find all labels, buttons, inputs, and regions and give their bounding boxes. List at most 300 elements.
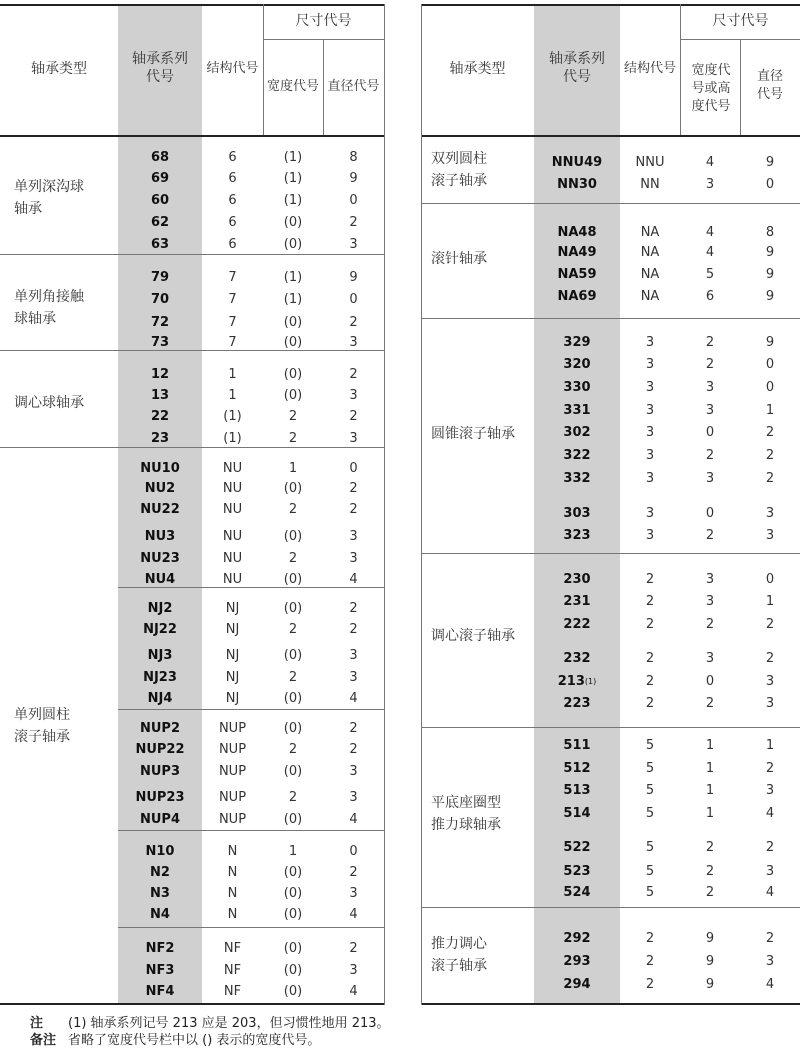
series-code-cell: 13 <box>150 387 170 403</box>
series-code-cell: 72 <box>150 314 170 330</box>
width-code-cell: (0) <box>283 528 303 544</box>
diameter-code-cell: 4 <box>765 976 775 992</box>
structure-code-cell: NUP <box>218 811 247 827</box>
diameter-code-cell: 3 <box>349 669 358 685</box>
structure-code-cell: 5 <box>645 805 655 821</box>
left-table <box>0 4 384 1005</box>
structure-code-cell: NA <box>640 224 660 240</box>
series-code-cell: 522 <box>563 839 591 855</box>
series-code-cell: 303 <box>563 505 591 521</box>
note-text: 省略了宽度代号栏中以 () 表示的宽度代号。 <box>68 1033 321 1048</box>
structure-code-cell: NF <box>223 940 242 956</box>
diameter-code-cell: 4 <box>349 571 358 587</box>
width-code-cell: 2 <box>705 616 715 632</box>
width-code-cell: (0) <box>283 983 303 999</box>
series-code-cell: 292 <box>563 930 591 946</box>
group-label: 双列圆柱滚子轴承 <box>431 151 487 189</box>
diameter-code-cell: 3 <box>349 647 358 663</box>
series-code-cell: NUP23 <box>135 789 185 805</box>
diameter-code-cell: 8 <box>765 224 775 240</box>
top-rule <box>421 4 800 6</box>
width-code-cell: 9 <box>705 930 715 946</box>
structure-code-cell: NJ <box>225 621 240 637</box>
width-code-cell: (0) <box>283 236 303 252</box>
width-code-cell: 1 <box>705 782 715 798</box>
width-code-cell: (1) <box>283 149 303 165</box>
diameter-code-cell: 3 <box>349 763 358 779</box>
width-code-cell: 2 <box>705 447 715 463</box>
structure-code-cell: 7 <box>228 314 237 330</box>
diameter-code-cell: 0 <box>349 192 358 208</box>
diameter-code-cell: 0 <box>349 843 358 859</box>
series-code-cell: NU3 <box>144 528 176 544</box>
structure-code-cell: NA <box>640 288 660 304</box>
series-code-cell: N4 <box>150 906 170 922</box>
series-code-cell: 330 <box>563 379 591 395</box>
diameter-code-cell: 2 <box>349 314 358 330</box>
width-code-cell: 1 <box>705 737 715 753</box>
diameter-code-cell: 2 <box>349 741 358 757</box>
series-code-cell: 320 <box>563 356 591 372</box>
width-code-cell: 9 <box>705 953 715 969</box>
series-code-cell: 332 <box>563 470 591 486</box>
diameter-code-cell: 0 <box>765 176 775 192</box>
width-code-cell: 0 <box>705 673 715 689</box>
structure-code-cell: 5 <box>645 760 655 776</box>
width-code-cell: (0) <box>283 940 303 956</box>
structure-code-cell: 3 <box>645 356 655 372</box>
series-code-cell: 322 <box>563 447 591 463</box>
header-bearing-type: 轴承类型 <box>31 61 87 77</box>
series-code-cell: 60 <box>150 192 170 208</box>
diameter-code-cell: 2 <box>349 480 358 496</box>
subgroup-divider <box>118 830 384 831</box>
diameter-code-cell: 3 <box>349 789 358 805</box>
diameter-code-cell: 2 <box>765 616 775 632</box>
structure-code-cell: 6 <box>228 192 237 208</box>
series-code-cell: 223 <box>563 695 591 711</box>
width-code-cell: 1 <box>705 760 715 776</box>
series-code-cell: 213 (1) <box>557 673 597 689</box>
series-code-cell: 294 <box>563 976 591 992</box>
width-code-cell: (1) <box>283 291 303 307</box>
width-code-cell: 4 <box>705 224 715 240</box>
series-code-cell: 511 <box>563 737 591 753</box>
header-series-code: 轴承系列代号 <box>549 51 605 85</box>
series-code-cell: 12 <box>150 366 170 382</box>
width-code-cell: 2 <box>288 741 298 757</box>
series-code-cell: 23 <box>150 430 170 446</box>
width-code-cell: 0 <box>705 424 715 440</box>
structure-code-cell: 3 <box>645 505 655 521</box>
group-label: 调心滚子轴承 <box>431 628 515 644</box>
series-code-cell: 69 <box>150 170 170 186</box>
structure-code-cell: NUP <box>218 789 247 805</box>
diameter-code-cell: 1 <box>765 593 775 609</box>
structure-code-cell: 5 <box>645 884 655 900</box>
width-code-cell: 9 <box>705 976 715 992</box>
structure-code-cell: 1 <box>228 387 237 403</box>
width-code-cell: 2 <box>705 356 715 372</box>
series-code-cell: 514 <box>563 805 591 821</box>
width-code-cell: (0) <box>283 387 303 403</box>
diameter-code-cell: 3 <box>349 885 358 901</box>
structure-code-cell: N <box>227 843 238 859</box>
diameter-code-cell: 9 <box>765 288 775 304</box>
bottom-rule <box>0 1003 384 1005</box>
structure-code-cell: NU <box>222 528 243 544</box>
series-code-cell: 73 <box>150 334 170 350</box>
table-edge <box>421 4 422 1005</box>
diameter-code-cell: 3 <box>765 782 775 798</box>
diameter-code-cell: 4 <box>349 690 358 706</box>
diameter-code-cell: 3 <box>349 430 358 446</box>
diameter-code-cell: 3 <box>349 236 358 252</box>
width-code-cell: 2 <box>705 863 715 879</box>
width-code-cell: 4 <box>705 154 715 170</box>
structure-code-cell: 5 <box>645 863 655 879</box>
structure-code-cell: NUP <box>218 720 247 736</box>
diameter-code-cell: 3 <box>765 505 775 521</box>
header-bearing-type: 轴承类型 <box>449 61 506 77</box>
series-code-cell: NNU49 <box>551 154 603 170</box>
series-code-cell: 231 <box>563 593 591 609</box>
series-code-cell: 70 <box>150 291 170 307</box>
structure-code-cell: (1) <box>223 408 242 424</box>
series-code-cell: NJ22 <box>143 621 177 637</box>
structure-code-cell: NUP <box>218 741 247 757</box>
diameter-code-cell: 9 <box>765 266 775 282</box>
width-code-cell: 2 <box>705 884 715 900</box>
diameter-code-cell: 2 <box>765 424 775 440</box>
width-code-cell: (0) <box>283 690 303 706</box>
series-code-cell: NUP4 <box>139 811 180 827</box>
series-code-cell: 63 <box>150 236 170 252</box>
header-structure-code: 结构代号 <box>206 61 259 76</box>
width-code-cell: 3 <box>705 571 715 587</box>
structure-code-cell: NJ <box>225 669 240 685</box>
width-code-cell: (0) <box>283 480 303 496</box>
series-code-cell: NU22 <box>140 501 180 517</box>
width-code-cell: 3 <box>705 650 715 666</box>
structure-code-cell: 3 <box>645 447 655 463</box>
width-code-cell: (0) <box>283 647 303 663</box>
group-divider <box>421 553 800 554</box>
series-code-cell: 513 <box>563 782 591 798</box>
header-structure-code: 结构代号 <box>623 61 676 76</box>
diameter-code-cell: 0 <box>765 571 775 587</box>
header-diameter-code: 直径代号 <box>756 69 783 102</box>
diameter-code-cell: 4 <box>765 805 775 821</box>
series-code-cell: NF3 <box>145 962 175 978</box>
structure-code-cell: 2 <box>645 930 655 946</box>
series-code-cell: NUP2 <box>139 720 180 736</box>
structure-code-cell: NJ <box>225 600 240 616</box>
diameter-code-cell: 3 <box>765 953 775 969</box>
width-code-cell: 3 <box>705 379 715 395</box>
structure-code-cell: 3 <box>645 334 655 350</box>
diameter-code-cell: 2 <box>349 501 358 517</box>
diameter-code-cell: 2 <box>765 650 775 666</box>
structure-code-cell: NUP <box>218 763 247 779</box>
series-code-cell: 323 <box>563 527 591 543</box>
structure-code-cell: 2 <box>645 571 655 587</box>
header-width-code: 宽度代号 <box>266 79 319 94</box>
width-code-cell: (0) <box>283 811 303 827</box>
width-code-cell: (1) <box>283 192 303 208</box>
width-code-cell: 2 <box>705 839 715 855</box>
diameter-code-cell: 2 <box>349 600 358 616</box>
group-label: 单列圆柱滚子轴承 <box>14 707 70 745</box>
series-code-cell: 512 <box>563 760 591 776</box>
structure-code-cell: NA <box>640 266 660 282</box>
group-label: 滚针轴承 <box>431 251 487 267</box>
series-code-cell: NF4 <box>145 983 175 999</box>
structure-code-cell: 3 <box>645 424 655 440</box>
structure-code-cell: 6 <box>228 236 237 252</box>
width-code-cell: (0) <box>283 214 303 230</box>
diameter-code-cell: 3 <box>349 334 358 350</box>
group-divider <box>0 254 384 255</box>
width-code-cell: 1 <box>288 460 298 476</box>
series-code-cell: NN30 <box>557 176 597 192</box>
structure-code-cell: N <box>227 906 238 922</box>
diameter-code-cell: 4 <box>349 811 358 827</box>
col-divider <box>740 39 741 135</box>
width-code-cell: 4 <box>705 244 715 260</box>
group-label: 单列深沟球轴承 <box>14 179 84 217</box>
width-code-cell: 3 <box>705 470 715 486</box>
structure-code-cell: 2 <box>645 593 655 609</box>
series-code-cell: 523 <box>563 863 591 879</box>
width-code-cell: (0) <box>283 334 303 350</box>
header-dimension-code: 尺寸代号 <box>295 13 352 29</box>
series-code-cell: N3 <box>150 885 170 901</box>
header-rule <box>0 135 384 137</box>
series-code-cell: 222 <box>563 616 591 632</box>
series-code-cell: NU2 <box>144 480 176 496</box>
series-code-cell: NJ3 <box>147 647 173 663</box>
series-code-cell: N10 <box>145 843 175 859</box>
diameter-code-cell: 0 <box>349 460 358 476</box>
width-code-cell: 2 <box>288 789 298 805</box>
structure-code-cell: NF <box>223 962 242 978</box>
diameter-code-cell: 2 <box>765 470 775 486</box>
diameter-code-cell: 4 <box>349 983 358 999</box>
width-code-cell: (0) <box>283 763 303 779</box>
group-label: 单列角接触球轴承 <box>14 289 84 327</box>
structure-code-cell: 6 <box>228 214 237 230</box>
series-code-cell: 232 <box>563 650 591 666</box>
group-divider <box>421 203 800 204</box>
structure-code-cell: 7 <box>228 334 237 350</box>
group-divider <box>421 318 800 319</box>
series-code-cell: NU4 <box>144 571 176 587</box>
diameter-code-cell: 3 <box>765 527 775 543</box>
structure-code-cell: 6 <box>228 170 237 186</box>
width-code-cell: 2 <box>288 501 298 517</box>
series-code-cell: 79 <box>150 269 170 285</box>
structure-code-cell: 5 <box>645 839 655 855</box>
diameter-code-cell: 3 <box>349 528 358 544</box>
note-line <box>30 1032 390 1049</box>
diameter-code-cell: 2 <box>765 760 775 776</box>
note-label: 注 <box>30 1016 44 1031</box>
series-code-cell: NUP22 <box>135 741 185 757</box>
width-code-cell: 3 <box>705 176 715 192</box>
series-code-cell: 22 <box>150 408 170 424</box>
structure-code-cell: 2 <box>645 953 655 969</box>
structure-code-cell: NN <box>640 176 660 192</box>
series-code-cell: NJ4 <box>147 690 173 706</box>
group-label: 推力调心滚子轴承 <box>431 936 487 974</box>
group-label: 圆锥滚子轴承 <box>431 426 515 442</box>
notes <box>30 1015 390 1049</box>
diameter-code-cell: 2 <box>349 621 358 637</box>
series-code-cell: 524 <box>563 884 591 900</box>
structure-code-cell: N <box>227 864 238 880</box>
width-code-cell: 5 <box>705 266 715 282</box>
series-code-cell: NU10 <box>140 460 180 476</box>
width-code-cell: 2 <box>288 430 298 446</box>
width-code-cell: (0) <box>283 314 303 330</box>
diameter-code-cell: 3 <box>349 550 358 566</box>
width-code-cell: 2 <box>288 621 298 637</box>
structure-code-cell: 3 <box>645 527 655 543</box>
structure-code-cell: 2 <box>645 976 655 992</box>
diameter-code-cell: 9 <box>765 244 775 260</box>
bottom-rule <box>421 1003 800 1005</box>
group-label: 平底座圈型推力球轴承 <box>431 795 501 833</box>
structure-code-cell: NF <box>223 983 242 999</box>
subgroup-divider <box>118 709 384 710</box>
structure-code-cell: 2 <box>645 695 655 711</box>
note-line <box>30 1015 390 1032</box>
series-code-cell: NJ23 <box>143 669 177 685</box>
width-code-cell: 2 <box>288 550 298 566</box>
width-code-cell: 3 <box>705 402 715 418</box>
diameter-code-cell: 1 <box>765 402 775 418</box>
diameter-code-cell: 2 <box>349 720 358 736</box>
structure-code-cell: 5 <box>645 782 655 798</box>
diameter-code-cell: 2 <box>765 839 775 855</box>
width-code-cell: (0) <box>283 600 303 616</box>
structure-code-cell: NA <box>640 244 660 260</box>
group-divider <box>421 727 800 728</box>
series-code-cell: NA59 <box>557 266 597 282</box>
diameter-code-cell: 3 <box>765 863 775 879</box>
header-width-height-code: 宽度代号或高度代号 <box>691 63 731 114</box>
structure-code-cell: NNU <box>635 154 665 170</box>
diameter-code-cell: 9 <box>765 154 775 170</box>
diameter-code-cell: 3 <box>765 695 775 711</box>
width-code-cell: 1 <box>288 843 298 859</box>
series-code-cell: 331 <box>563 402 591 418</box>
width-code-cell: (0) <box>283 366 303 382</box>
width-code-cell: 2 <box>705 334 715 350</box>
width-code-cell: 2 <box>288 669 298 685</box>
diameter-code-cell: 0 <box>349 291 358 307</box>
width-code-cell: 2 <box>705 527 715 543</box>
width-code-cell: 6 <box>705 288 715 304</box>
group-label: 调心球轴承 <box>14 395 84 411</box>
structure-code-cell: NJ <box>225 690 240 706</box>
diameter-code-cell: 9 <box>349 269 358 285</box>
diameter-code-cell: 3 <box>765 673 775 689</box>
structure-code-cell: 3 <box>645 470 655 486</box>
diameter-code-cell: 2 <box>765 930 775 946</box>
diameter-code-cell: 1 <box>765 737 775 753</box>
structure-code-cell: NU <box>222 460 243 476</box>
header-series-code: 轴承系列代号 <box>132 51 188 85</box>
structure-code-cell: 3 <box>645 402 655 418</box>
subgroup-divider <box>118 927 384 928</box>
series-code-cell: NA49 <box>557 244 597 260</box>
note-label: 备注 <box>30 1033 57 1048</box>
series-code-cell: NUP3 <box>139 763 180 779</box>
structure-code-cell: 2 <box>645 616 655 632</box>
width-code-cell: (0) <box>283 962 303 978</box>
diameter-code-cell: 2 <box>349 864 358 880</box>
table-edge <box>384 4 385 1005</box>
diameter-code-cell: 3 <box>349 387 358 403</box>
group-divider <box>421 907 800 908</box>
series-code-cell: 329 <box>563 334 591 350</box>
structure-code-cell: (1) <box>223 430 242 446</box>
series-code-cell: NJ2 <box>147 600 173 616</box>
series-code-cell: N2 <box>150 864 170 880</box>
right-table <box>421 4 800 1005</box>
width-code-cell: (0) <box>283 906 303 922</box>
width-code-cell: 2 <box>705 695 715 711</box>
note-text: (1) 轴承系列记号 213 应是 203，但习惯性地用 213。 <box>68 1016 390 1031</box>
structure-code-cell: 2 <box>645 650 655 666</box>
diameter-code-cell: 0 <box>765 379 775 395</box>
structure-code-cell: NU <box>222 480 243 496</box>
diameter-code-cell: 8 <box>349 149 358 165</box>
width-code-cell: (1) <box>283 269 303 285</box>
diameter-code-cell: 9 <box>349 170 358 186</box>
structure-code-cell: 7 <box>228 269 237 285</box>
series-code-cell: 230 <box>563 571 591 587</box>
structure-code-cell: NU <box>222 571 243 587</box>
series-code-cell: NF2 <box>145 940 175 956</box>
width-code-cell: (1) <box>283 170 303 186</box>
diameter-code-cell: 2 <box>349 940 358 956</box>
structure-code-cell: NJ <box>225 647 240 663</box>
width-code-cell: 3 <box>705 593 715 609</box>
diameter-code-cell: 2 <box>349 366 358 382</box>
diameter-code-cell: 4 <box>349 906 358 922</box>
diameter-code-cell: 2 <box>349 214 358 230</box>
width-code-cell: (0) <box>283 571 303 587</box>
width-code-cell: (0) <box>283 864 303 880</box>
diameter-code-cell: 0 <box>765 356 775 372</box>
structure-code-cell: 3 <box>645 379 655 395</box>
series-code-cell: NU23 <box>140 550 180 566</box>
header-dimension-code: 尺寸代号 <box>712 13 769 29</box>
width-code-cell: (0) <box>283 885 303 901</box>
diameter-code-cell: 2 <box>765 447 775 463</box>
series-code-cell: NA48 <box>557 224 597 240</box>
diameter-code-cell: 9 <box>765 334 775 350</box>
structure-code-cell: 7 <box>228 291 237 307</box>
structure-code-cell: NU <box>222 501 243 517</box>
width-code-cell: 2 <box>288 408 298 424</box>
structure-code-cell: 5 <box>645 737 655 753</box>
width-code-cell: 0 <box>705 505 715 521</box>
series-code-cell: 302 <box>563 424 591 440</box>
